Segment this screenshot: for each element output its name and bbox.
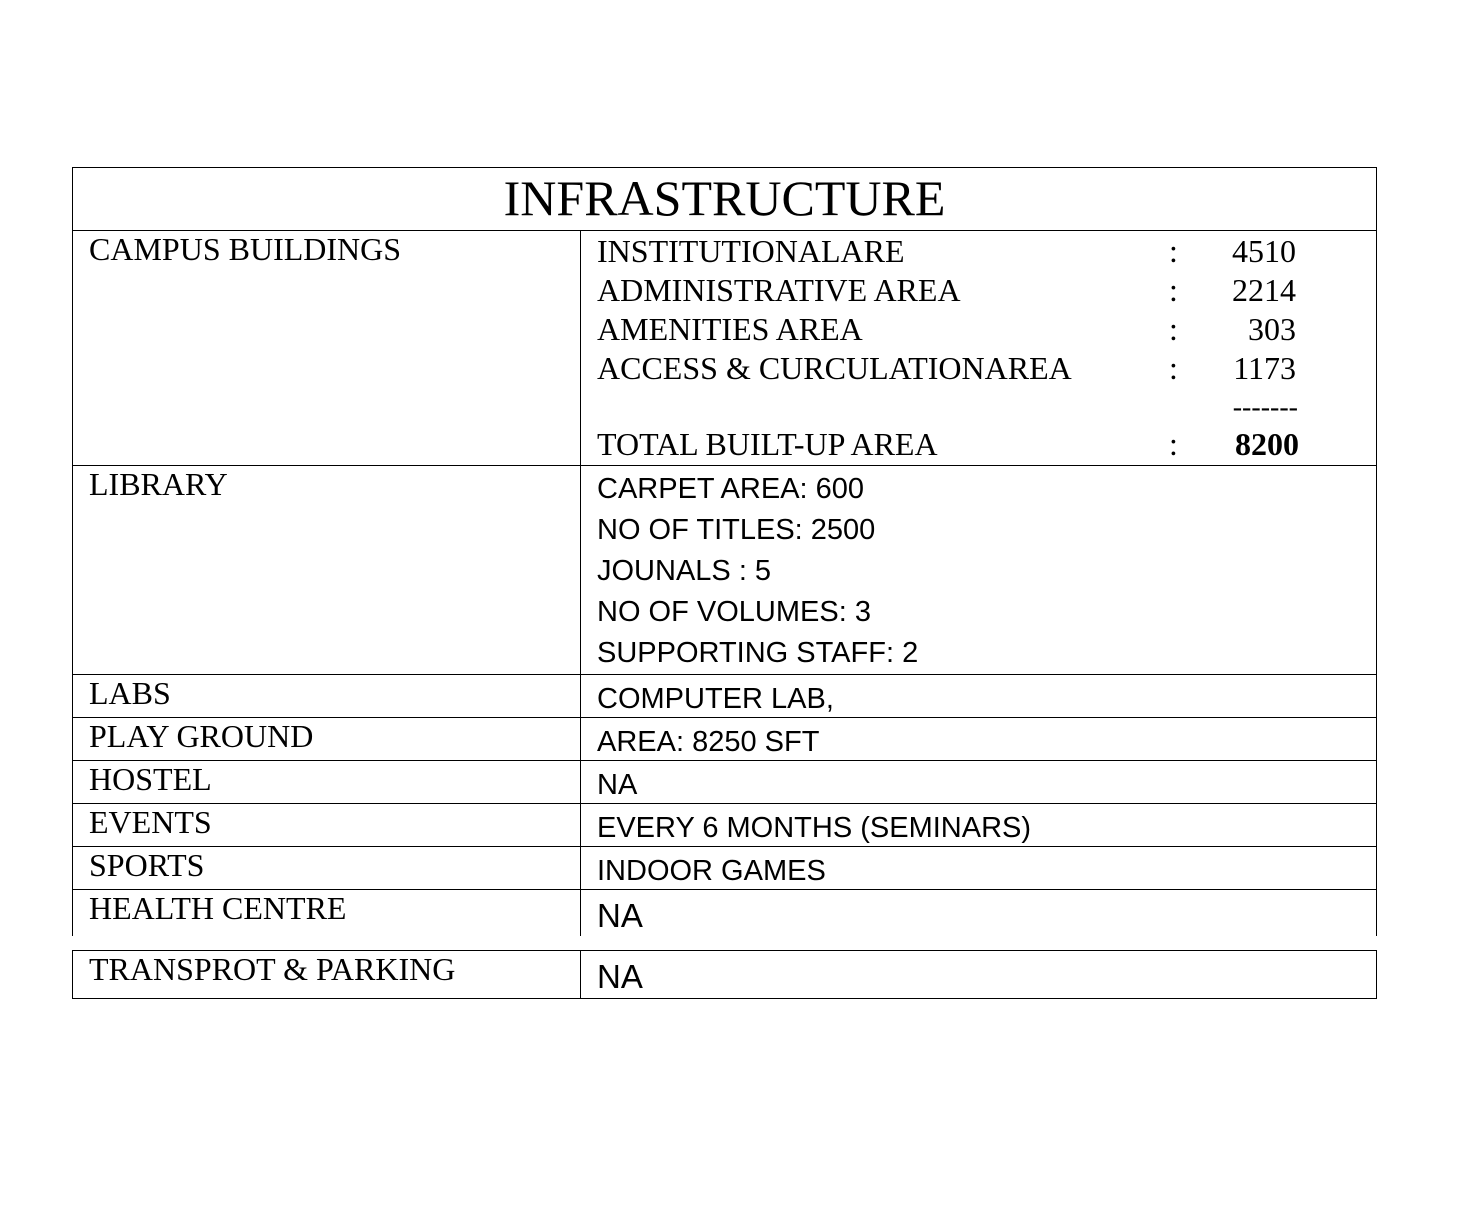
- playground-value: AREA: 8250 SFT: [597, 726, 820, 758]
- table-row-events: [73, 804, 1377, 847]
- area-colon: :: [1169, 350, 1178, 386]
- library-label: LIBRARY: [89, 466, 228, 502]
- area-row-access-circulation: [597, 350, 1376, 389]
- campus-buildings-label: CAMPUS BUILDINGS: [89, 231, 402, 267]
- area-row-amenities: [597, 311, 1376, 350]
- library-line: NO OF VOLUMES: 3: [597, 596, 871, 628]
- area-value: 2214: [1232, 272, 1297, 308]
- area-colon: :: [1169, 311, 1178, 347]
- area-colon: :: [1169, 272, 1178, 308]
- table-row-hostel: [73, 761, 1377, 804]
- title-row: [73, 168, 1377, 231]
- table-title: INFRASTRUCTURE: [503, 170, 946, 226]
- table-row-library: [73, 466, 1377, 675]
- labs-label: LABS: [89, 675, 171, 711]
- area-row-institutional: [597, 233, 1376, 272]
- events-label: EVENTS: [89, 804, 212, 840]
- area-row-administrative: [597, 272, 1376, 311]
- library-line: SUPPORTING STAFF: 2: [597, 637, 919, 669]
- library-line: CARPET AREA: 600: [597, 473, 865, 505]
- hostel-label: HOSTEL: [89, 761, 212, 797]
- health-centre-value: NA: [597, 897, 643, 934]
- campus-area-list: [581, 231, 1376, 465]
- events-value: EVERY 6 MONTHS (SEMINARS): [597, 812, 1032, 844]
- sports-value: INDOOR GAMES: [597, 855, 826, 887]
- area-row-total: [597, 426, 1376, 465]
- table-row-health-centre: [73, 890, 1377, 937]
- table-row-campus-buildings: [73, 231, 1377, 466]
- sum-separator-row: [597, 389, 1376, 426]
- sum-separator: -------: [1232, 392, 1299, 423]
- total-value: 8200: [1235, 426, 1300, 462]
- health-centre-label: HEALTH CENTRE: [89, 890, 347, 926]
- library-details: [581, 466, 1376, 674]
- area-name: AMENITIES AREA: [597, 311, 863, 347]
- library-line: JOUNALS : 5: [597, 555, 772, 587]
- table-row-labs: [73, 675, 1377, 718]
- transport-parking-value: NA: [597, 958, 643, 995]
- transport-parking-label: TRANSPROT & PARKING: [89, 951, 456, 987]
- infrastructure-table: [72, 167, 1376, 999]
- sports-label: SPORTS: [89, 847, 205, 883]
- area-value: 1173: [1233, 350, 1297, 386]
- area-name: ACCESS & CURCULATIONAREA: [597, 350, 1072, 386]
- table-row-playground: [73, 718, 1377, 761]
- area-value: 4510: [1232, 233, 1297, 269]
- area-name: ADMINISTRATIVE AREA: [597, 272, 961, 308]
- library-line: NO OF TITLES: 2500: [597, 514, 876, 546]
- area-name: INSTITUTIONALARE: [597, 233, 905, 269]
- playground-label: PLAY GROUND: [89, 718, 314, 754]
- area-value: 303: [1248, 311, 1297, 347]
- total-colon: :: [1169, 426, 1178, 462]
- area-colon: :: [1169, 233, 1178, 269]
- table-row-transport-parking: [73, 951, 1377, 999]
- transport-table: [72, 950, 1377, 999]
- labs-value: COMPUTER LAB,: [597, 683, 834, 715]
- hostel-value: NA: [597, 769, 638, 801]
- total-name: TOTAL BUILT-UP AREA: [597, 426, 938, 462]
- table-row-sports: [73, 847, 1377, 890]
